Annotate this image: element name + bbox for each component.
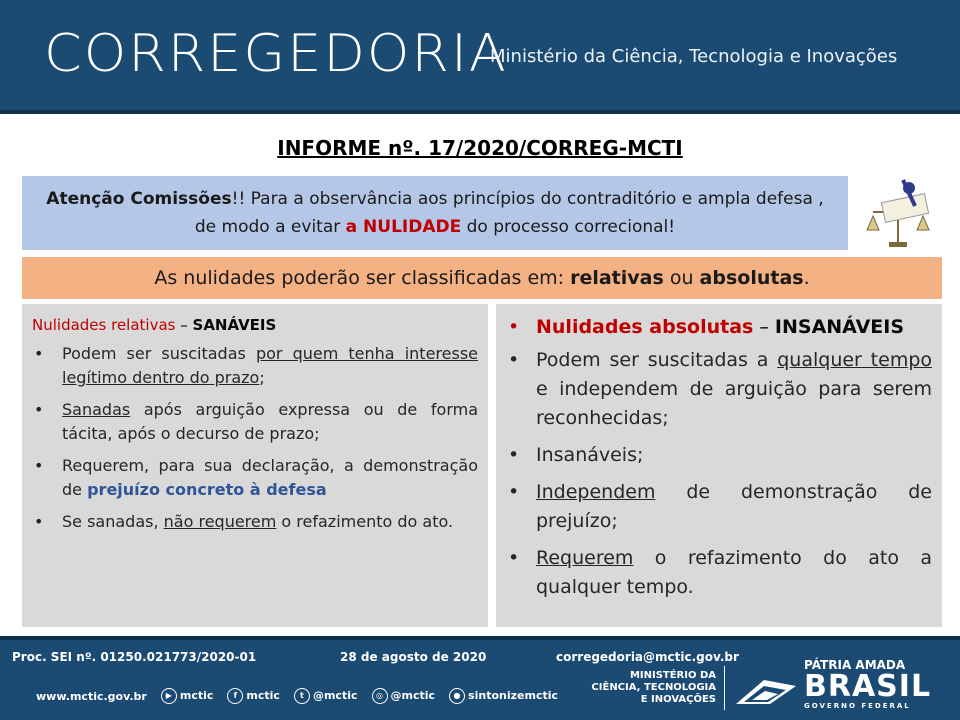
- attention-lead: Atenção Comissões: [46, 189, 232, 209]
- youtube-icon: ▶: [161, 688, 177, 704]
- social-youtube[interactable]: ▶ mctic: [161, 688, 214, 704]
- podcast-icon: ●: [449, 688, 465, 704]
- relative-list: [32, 342, 478, 534]
- justice-scales-writing-icon: [853, 172, 941, 254]
- list-item: • Podem ser suscitadas por quem tenha interesse legítimo dentro do prazo;: [32, 342, 478, 390]
- list-item: • Sanadas após arguição expressa ou de forma tácita, após o decurso de prazo;: [32, 398, 478, 446]
- list-item: • Independem de demonstração de prejuízo;: [506, 478, 932, 536]
- attention-text: [42, 185, 828, 241]
- footer-date: 28 de agosto de 2020: [340, 650, 487, 664]
- header-divider: [0, 110, 960, 114]
- facebook-icon: f: [227, 688, 243, 704]
- relative-heading: Nulidades relativas – SANÁVEIS: [32, 316, 277, 334]
- absolute-list: [506, 346, 932, 602]
- social-instagram[interactable]: ◎ @mctic: [372, 688, 436, 704]
- social-facebook[interactable]: f mctic: [227, 688, 280, 704]
- attention-tail: do processo correcional!: [461, 217, 676, 237]
- mcti-signature: MINISTÉRIO DA CIÊNCIA, TECNOLOGIA E INOVAÇÕES: [591, 670, 716, 705]
- list-item: • Podem ser suscitadas a qualquer tempo e independem de arguição para serem reconhecidas;: [506, 346, 932, 433]
- attention-highlight: a NULIDADE: [345, 217, 462, 237]
- social-links: [36, 688, 558, 704]
- relative-word: relativas: [570, 267, 664, 289]
- process-number: Proc. SEI nº. 01250.021773/2020-01: [12, 650, 257, 664]
- relative-nullities-panel: [22, 304, 488, 627]
- attention-box: [22, 176, 848, 250]
- ministry-name: Ministério da Ciência, Tecnologia e Inovações: [490, 46, 898, 67]
- patria-amada-brasil-logo: PÁTRIA AMADA BRASIL GOVERNO FEDERAL: [804, 658, 932, 710]
- footer-bar: [0, 636, 960, 720]
- list-item: • Se sanadas, não requerem o refazimento do ato.: [32, 510, 478, 534]
- social-podcast[interactable]: ● sintonizemctic: [449, 688, 558, 704]
- absolute-heading: • Nulidades absolutas – INSANÁVEIS: [506, 314, 932, 340]
- website-link[interactable]: www.mctic.gov.br: [36, 689, 147, 703]
- absolute-nullities-panel: [496, 304, 942, 627]
- header-banner: [0, 0, 960, 110]
- corregedoria-logo: CORREGEDORIA: [44, 23, 508, 84]
- footer-divider: [0, 636, 960, 640]
- absolute-word: absolutas: [699, 267, 804, 289]
- list-item: • Requerem, para sua declaração, a demonstração de prejuízo concreto à defesa: [32, 454, 478, 502]
- footer-vertical-divider: [724, 666, 725, 710]
- classification-banner: As nulidades poderão ser classificadas em: relativas ou absolutas.: [22, 257, 942, 299]
- brazil-flag-logo: [734, 676, 798, 706]
- list-item: • Requerem o refazimento do ato a qualquer tempo.: [506, 544, 932, 602]
- footer-email[interactable]: corregedoria@mctic.gov.br: [556, 650, 739, 664]
- page-title: INFORME nº. 17/2020/CORREG-MCTI: [277, 136, 683, 160]
- attention-body: !! Para a observância aos princípios do contraditório e ampla defesa , de modo a evitar: [194, 189, 824, 237]
- twitter-icon: t: [294, 688, 310, 704]
- list-item: • Insanáveis;: [506, 441, 932, 470]
- instagram-icon: ◎: [372, 688, 388, 704]
- social-twitter[interactable]: t @mctic: [294, 688, 358, 704]
